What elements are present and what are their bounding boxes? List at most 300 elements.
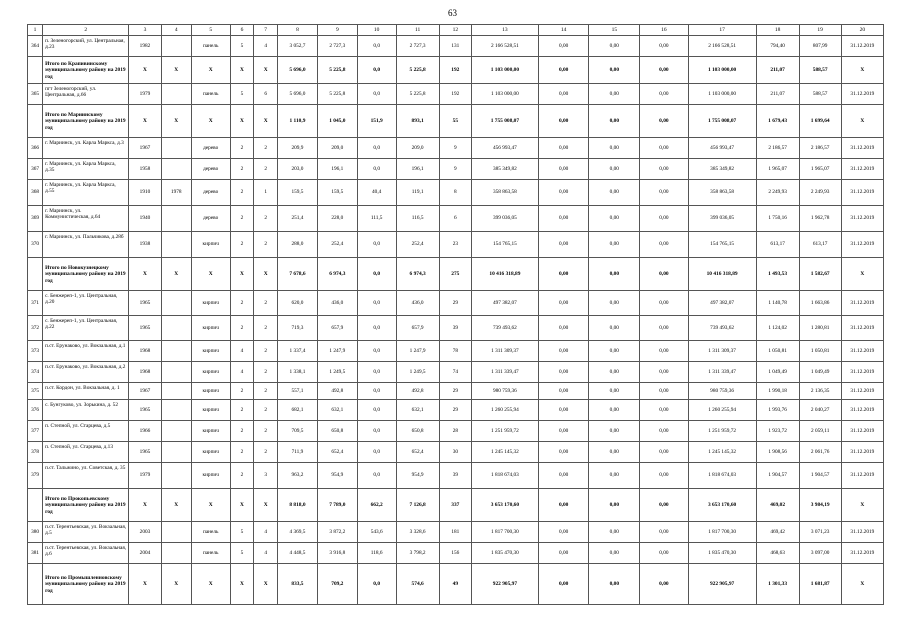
table-row <box>28 400 884 421</box>
table-cell: 543,6 <box>357 522 396 543</box>
table-cell: 31.12.2019 <box>841 232 883 258</box>
table-cell: 2 <box>254 362 278 383</box>
table-cell: 0,00 <box>640 463 689 489</box>
table-cell: X <box>230 489 254 522</box>
table-cell: 2 727,3 <box>317 36 357 57</box>
table-cell: 1 140,78 <box>756 291 799 316</box>
table-cell: 2 <box>254 206 278 232</box>
table-cell: 154 765,15 <box>688 232 756 258</box>
column-number: 13 <box>472 25 539 36</box>
table-cell: 922 905,97 <box>472 564 539 605</box>
table-cell: 192 <box>439 57 471 84</box>
table-cell: 0,00 <box>640 84 689 105</box>
table-cell: 31.12.2019 <box>841 291 883 316</box>
address-cell: с. Бенжереп-1, ул. Центральная, д.20 <box>43 291 129 316</box>
table-cell: 0,00 <box>538 232 589 258</box>
table-cell: 719,3 <box>278 316 318 341</box>
column-number: 17 <box>688 25 756 36</box>
table-cell: 1 110,9 <box>278 105 318 138</box>
table-row <box>28 206 884 232</box>
table-cell: 0,00 <box>589 291 640 316</box>
table-cell: 0,00 <box>589 180 640 206</box>
table-cell: 2 <box>254 232 278 258</box>
table-cell: 650,8 <box>396 421 439 442</box>
table-cell: 0,00 <box>640 180 689 206</box>
table-cell: 399 036,05 <box>472 206 539 232</box>
table-cell: 0,0 <box>357 84 396 105</box>
table-cell: 1 923,72 <box>756 421 799 442</box>
table-cell: 574,6 <box>396 564 439 605</box>
table-cell: 1958 <box>129 159 161 180</box>
table-cell: 657,9 <box>317 316 357 341</box>
table-cell: 1 249,5 <box>396 362 439 383</box>
table-cell: 0,00 <box>589 543 640 564</box>
table-cell: 378 <box>28 442 43 463</box>
table-cell: 196,1 <box>317 159 357 180</box>
address-cell: п.ст. Ерунаково, ул. Вокзальная, д.2 <box>43 362 129 383</box>
table-cell: X <box>254 57 278 84</box>
table-cell: 0,00 <box>640 543 689 564</box>
table-cell: 151,9 <box>357 105 396 138</box>
table-cell: 31.12.2019 <box>841 421 883 442</box>
table-cell: 374 <box>28 362 43 383</box>
table-cell: X <box>129 57 161 84</box>
table-cell: 3 798,2 <box>396 543 439 564</box>
table-row <box>28 522 884 543</box>
table-cell: 196,1 <box>396 159 439 180</box>
table-cell: 662,2 <box>357 489 396 522</box>
table-cell: 1 251 959,72 <box>688 421 756 442</box>
column-number: 8 <box>278 25 318 36</box>
column-number: 18 <box>756 25 799 36</box>
column-number: 7 <box>254 25 278 36</box>
column-number: 3 <box>129 25 161 36</box>
table-cell: 492,8 <box>317 383 357 400</box>
table-cell: 0,0 <box>357 232 396 258</box>
table-cell: 0,00 <box>538 258 589 291</box>
table-cell: 2 <box>230 232 254 258</box>
table-cell: 2 <box>230 159 254 180</box>
total-row <box>28 105 884 138</box>
table-cell: 4 <box>254 522 278 543</box>
table-cell: 922 905,97 <box>688 564 756 605</box>
table-cell: 377 <box>28 421 43 442</box>
table-cell: 0,00 <box>538 564 589 605</box>
table-cell: 31.12.2019 <box>841 84 883 105</box>
table-cell: X <box>254 258 278 291</box>
table-cell: 0,00 <box>589 57 640 84</box>
table-cell: X <box>254 489 278 522</box>
table-cell: 1 245 145,32 <box>472 442 539 463</box>
table-cell <box>161 383 191 400</box>
table-cell <box>161 232 191 258</box>
table-cell: 1 755 008,07 <box>472 105 539 138</box>
table-cell: 203,0 <box>278 159 318 180</box>
table-cell: панель <box>191 543 230 564</box>
table-cell: 1 755 008,07 <box>688 105 756 138</box>
table-cell: 2 <box>254 316 278 341</box>
table-cell: 29 <box>439 291 471 316</box>
column-number: 6 <box>230 25 254 36</box>
table-cell: 0,0 <box>357 57 396 84</box>
table-cell: 2 186,57 <box>756 138 799 159</box>
table-cell: 1 750,16 <box>756 206 799 232</box>
table-cell: 31.12.2019 <box>841 543 883 564</box>
table-cell: X <box>841 57 883 84</box>
table-cell: 0,00 <box>640 383 689 400</box>
table-cell: 358 863,58 <box>688 180 756 206</box>
table-cell: 0,00 <box>640 57 689 84</box>
table-cell: 9 <box>439 138 471 159</box>
table-cell: X <box>161 105 191 138</box>
table-cell: 0,00 <box>538 489 589 522</box>
table-cell: кирпич <box>191 232 230 258</box>
table-cell: 1 582,67 <box>799 258 841 291</box>
address-cell: п.ст. Терентьевская, ул. Вокзальная, д.5 <box>43 522 129 543</box>
column-number: 2 <box>43 25 129 36</box>
table-cell: 1965 <box>129 400 161 421</box>
table-cell: 381 <box>28 543 43 564</box>
table-cell: 2 <box>230 383 254 400</box>
table-cell: 2 <box>254 138 278 159</box>
table-cell <box>161 522 191 543</box>
table-cell: 1979 <box>129 463 161 489</box>
total-row <box>28 489 884 522</box>
table-cell: 8 818,0 <box>278 489 318 522</box>
table-cell: 0,00 <box>538 442 589 463</box>
table-cell: 1 050,81 <box>756 341 799 362</box>
table-cell: 3 653 170,60 <box>688 489 756 522</box>
table-row <box>28 316 884 341</box>
table-cell: 2 166 528,51 <box>472 36 539 57</box>
column-number: 4 <box>161 25 191 36</box>
table-cell: 111,5 <box>357 206 396 232</box>
table-cell: 4 448,5 <box>278 543 318 564</box>
table-cell: 209,0 <box>317 138 357 159</box>
table-cell: 5 <box>230 36 254 57</box>
table-cell: 375 <box>28 383 43 400</box>
table-cell: 1 260 255,94 <box>688 400 756 421</box>
table-row <box>28 291 884 316</box>
table-cell: 1 990,18 <box>756 383 799 400</box>
column-number: 10 <box>357 25 396 36</box>
table-cell: 49 <box>439 564 471 605</box>
table-cell: кирпич <box>191 421 230 442</box>
table-cell: 181 <box>439 522 471 543</box>
table-cell <box>28 489 43 522</box>
table-cell: 0,00 <box>538 421 589 442</box>
table-cell: 0,00 <box>538 57 589 84</box>
table-cell: 366 <box>28 138 43 159</box>
table-cell: кирпич <box>191 316 230 341</box>
table-cell: 0,00 <box>538 291 589 316</box>
address-cell: с. Бунгуково, ул. Зорькина, д. 52 <box>43 400 129 421</box>
column-number: 15 <box>589 25 640 36</box>
table-cell: 2 <box>254 421 278 442</box>
column-number: 11 <box>396 25 439 36</box>
table-cell: 5 225,8 <box>317 57 357 84</box>
table-cell: X <box>129 489 161 522</box>
table-cell: 1982 <box>129 36 161 57</box>
table-cell: 252,4 <box>396 232 439 258</box>
table-cell: 372 <box>28 316 43 341</box>
table-cell: 369 <box>28 206 43 232</box>
table-cell: 0,00 <box>589 564 640 605</box>
table-cell: X <box>254 105 278 138</box>
table-cell: 0,00 <box>640 400 689 421</box>
table-cell: 557,1 <box>278 383 318 400</box>
table-cell: 251,4 <box>278 206 318 232</box>
table-cell: 1 249,5 <box>317 362 357 383</box>
table-cell: 1 993,76 <box>756 400 799 421</box>
table-cell: X <box>191 489 230 522</box>
table-cell: 385 349,82 <box>472 159 539 180</box>
address-cell: Итого по Прокопьевскому муниципальному району на 2019 год <box>43 489 129 522</box>
table-cell: 1 049,49 <box>799 362 841 383</box>
table-cell: 1 247,9 <box>317 341 357 362</box>
address-cell: п.ст. Кордон, ул. Вокзальная, д. 1 <box>43 383 129 400</box>
table-cell: 833,5 <box>278 564 318 605</box>
table-cell: 0,00 <box>538 400 589 421</box>
table-body <box>28 25 884 605</box>
table-cell: панель <box>191 84 230 105</box>
table-cell: 31.12.2019 <box>841 341 883 362</box>
table-cell: 288,0 <box>278 232 318 258</box>
table-cell: 5 696,0 <box>278 84 318 105</box>
table-cell: 8 <box>439 180 471 206</box>
table-cell: 1 338,1 <box>278 362 318 383</box>
table-cell: 0,00 <box>640 159 689 180</box>
address-cell: пгт Зеленогорский, ул. Центральная, д.66 <box>43 84 129 105</box>
column-number: 16 <box>640 25 689 36</box>
table-cell: 275 <box>439 258 471 291</box>
table-cell: дерево <box>191 159 230 180</box>
table-cell: 2 <box>230 180 254 206</box>
table-cell: 0,00 <box>538 159 589 180</box>
table-cell: 31.12.2019 <box>841 138 883 159</box>
table-cell: 1 681,87 <box>799 564 841 605</box>
table-cell: 31.12.2019 <box>841 316 883 341</box>
table-cell: 154 765,15 <box>472 232 539 258</box>
table-cell: 0,00 <box>589 159 640 180</box>
table-cell: 3 097,00 <box>799 543 841 564</box>
table-cell: 588,57 <box>799 57 841 84</box>
table-cell: 1 965,07 <box>799 159 841 180</box>
table-cell: 1 311 339,47 <box>688 362 756 383</box>
table-cell: 4 <box>254 36 278 57</box>
table-cell: 497 382,07 <box>688 291 756 316</box>
table-row <box>28 383 884 400</box>
table-cell: 0,0 <box>357 463 396 489</box>
table-cell: 9 <box>439 159 471 180</box>
table-cell: 0,00 <box>589 36 640 57</box>
table-cell: 371 <box>28 291 43 316</box>
table-cell <box>28 105 43 138</box>
table-cell: X <box>254 564 278 605</box>
table-cell: 31.12.2019 <box>841 463 883 489</box>
table-cell: 1 045,0 <box>317 105 357 138</box>
table-cell: 0,00 <box>589 206 640 232</box>
table-cell: 0,00 <box>589 400 640 421</box>
table-cell: 31.12.2019 <box>841 206 883 232</box>
table-cell: 709,5 <box>278 421 318 442</box>
table-cell: 74 <box>439 362 471 383</box>
table-cell: 436,0 <box>396 291 439 316</box>
table-cell: 7 789,0 <box>317 489 357 522</box>
table-cell: 1 260 255,94 <box>472 400 539 421</box>
table-cell: 711,9 <box>278 442 318 463</box>
address-cell: Итого по Мариинскому муниципальному району на 2019 год <box>43 105 129 138</box>
table-cell: 399 036,05 <box>688 206 756 232</box>
table-cell: 0,0 <box>357 341 396 362</box>
table-cell: 209,0 <box>396 138 439 159</box>
table-cell: 0,00 <box>640 316 689 341</box>
table-cell: 1 103 000,00 <box>688 84 756 105</box>
total-row <box>28 564 884 605</box>
table-cell: X <box>129 564 161 605</box>
table-cell: 980 759,36 <box>472 383 539 400</box>
table-cell: 159,5 <box>317 180 357 206</box>
table-cell: 119,1 <box>396 180 439 206</box>
table-cell: 337 <box>439 489 471 522</box>
table-cell: X <box>161 564 191 605</box>
table-cell: 3 052,7 <box>278 36 318 57</box>
table-cell: 1 247,9 <box>396 341 439 362</box>
table-cell: 2 <box>230 206 254 232</box>
total-row <box>28 57 884 84</box>
table-cell: 954,9 <box>317 463 357 489</box>
table-cell: 657,9 <box>396 316 439 341</box>
table-cell: 6 974,3 <box>396 258 439 291</box>
table-cell: 1 663,86 <box>799 291 841 316</box>
address-cell: г. Мариинск, ул. Пальчикова, д.28б <box>43 232 129 258</box>
table-cell: 0,00 <box>640 138 689 159</box>
table-cell: 2 <box>230 291 254 316</box>
table-cell: 31.12.2019 <box>841 362 883 383</box>
address-cell: г. Мариинск, ул. Карла Маркса, д.3 <box>43 138 129 159</box>
table-cell: 23 <box>439 232 471 258</box>
table-cell <box>161 206 191 232</box>
table-cell: 1 251 959,72 <box>472 421 539 442</box>
table-cell: 0,00 <box>538 543 589 564</box>
column-number: 14 <box>538 25 589 36</box>
table-cell: 1 <box>254 180 278 206</box>
table-cell: 0,00 <box>640 105 689 138</box>
table-cell: 5 225,8 <box>317 84 357 105</box>
column-number: 1 <box>28 25 43 36</box>
table-cell: 373 <box>28 341 43 362</box>
table-cell: 0,00 <box>589 489 640 522</box>
table-cell: 55 <box>439 105 471 138</box>
housing-table <box>27 24 884 605</box>
address-cell: Итого по Промышленновскому муниципальному району на 2019 год <box>43 564 129 605</box>
table-cell: 1 049,49 <box>756 362 799 383</box>
table-cell: 2 <box>230 138 254 159</box>
table-cell: X <box>230 57 254 84</box>
table-cell: 620,0 <box>278 291 318 316</box>
table-cell: X <box>230 564 254 605</box>
table-cell: X <box>230 258 254 291</box>
table-cell: 0,0 <box>357 258 396 291</box>
total-row <box>28 258 884 291</box>
table-cell: 0,0 <box>357 564 396 605</box>
table-row <box>28 232 884 258</box>
table-row <box>28 463 884 489</box>
table-cell: 1 311 339,47 <box>472 362 539 383</box>
table-cell: 156 <box>439 543 471 564</box>
table-cell: 0,00 <box>589 84 640 105</box>
table-cell <box>161 316 191 341</box>
table-cell: 1967 <box>129 138 161 159</box>
table-row <box>28 138 884 159</box>
table-cell: 739 493,62 <box>688 316 756 341</box>
column-number: 5 <box>191 25 230 36</box>
table-cell: 1979 <box>129 84 161 105</box>
table-cell: 456 993,47 <box>688 138 756 159</box>
column-number-row <box>28 25 884 36</box>
table-cell: 1 835 470,30 <box>688 543 756 564</box>
table-cell: 1 103 000,00 <box>688 57 756 84</box>
column-number: 12 <box>439 25 471 36</box>
column-number: 19 <box>799 25 841 36</box>
table-cell: 0,00 <box>589 341 640 362</box>
table-cell: 4 <box>230 362 254 383</box>
table-cell: 379 <box>28 463 43 489</box>
table-cell: 980 759,36 <box>688 383 756 400</box>
table-cell: 39 <box>439 463 471 489</box>
table-cell: 0,00 <box>589 258 640 291</box>
table-cell: 6 974,3 <box>317 258 357 291</box>
table-cell: 2 <box>230 442 254 463</box>
table-cell: 0,0 <box>357 362 396 383</box>
table-cell: 0,00 <box>640 341 689 362</box>
table-cell <box>161 159 191 180</box>
table-cell: 1 817 700,30 <box>688 522 756 543</box>
table-cell: 2 727,3 <box>396 36 439 57</box>
table-cell: 31.12.2019 <box>841 180 883 206</box>
table-cell: X <box>191 564 230 605</box>
table-cell: кирпич <box>191 291 230 316</box>
table-cell: 2 249,93 <box>756 180 799 206</box>
table-cell: 0,0 <box>357 291 396 316</box>
table-cell: 0,00 <box>640 489 689 522</box>
table-cell: 39 <box>439 316 471 341</box>
table-cell: 1938 <box>129 232 161 258</box>
table-cell: 367 <box>28 159 43 180</box>
table-cell: 1 904,57 <box>756 463 799 489</box>
table-cell: 0,00 <box>589 463 640 489</box>
table-cell: 682,1 <box>278 400 318 421</box>
table-cell: дерево <box>191 180 230 206</box>
table-cell: X <box>841 258 883 291</box>
table-cell: X <box>129 105 161 138</box>
table-cell: 0,0 <box>357 138 396 159</box>
table-cell: панель <box>191 36 230 57</box>
table-cell: 1 817 700,30 <box>472 522 539 543</box>
table-cell: 2003 <box>129 522 161 543</box>
table-cell: 2 <box>254 159 278 180</box>
table-cell: 40,4 <box>357 180 396 206</box>
table-cell: X <box>841 105 883 138</box>
table-cell: 0,00 <box>589 316 640 341</box>
table-cell: 3 984,19 <box>799 489 841 522</box>
table-cell: 368 <box>28 180 43 206</box>
table-cell: 358 863,58 <box>472 180 539 206</box>
table-cell: 1 337,4 <box>278 341 318 362</box>
table-cell: 0,00 <box>640 564 689 605</box>
table-cell: 0,00 <box>538 36 589 57</box>
table-cell: 1 904,57 <box>799 463 841 489</box>
